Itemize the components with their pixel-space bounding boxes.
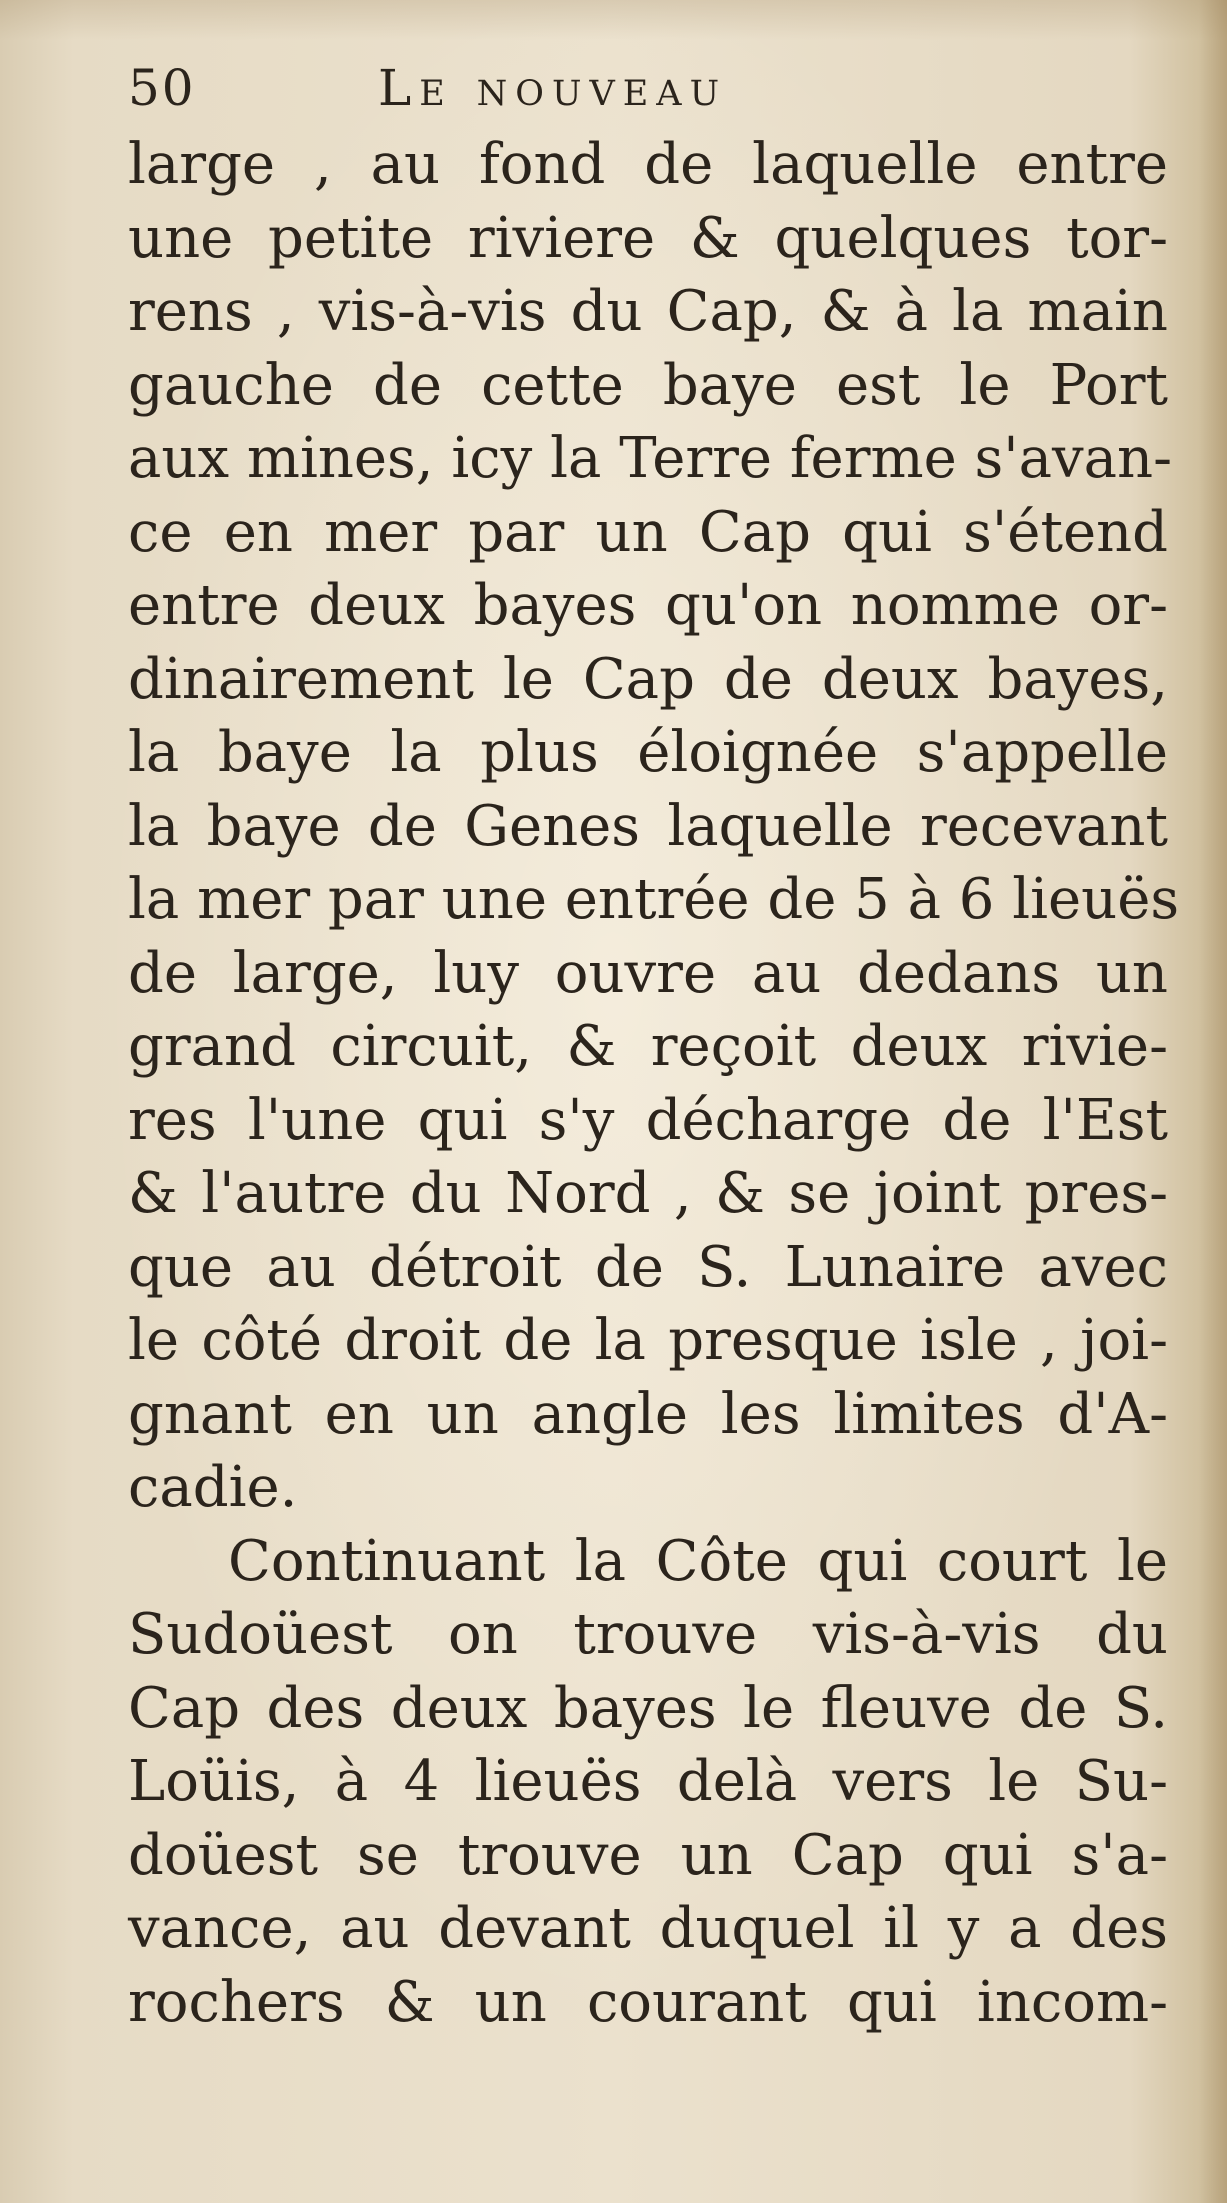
text-line: aux mines, icy la Terre ferme s'avan- [128, 426, 1173, 491]
text-line: dinairement le Cap de deux bayes, [128, 646, 1168, 712]
text-line: que au détroit de S. Lunaire avec [128, 1234, 1168, 1300]
text-line: & l'autre du Nord , & se joint pres- [128, 1161, 1168, 1226]
text-line: Loüis, à 4 lieuës delà vers le Su- [128, 1749, 1168, 1814]
text-line: res l'une qui s'y décharge de l'Est [128, 1087, 1168, 1153]
text-line: doüest se trouve un Cap qui s'a- [128, 1822, 1168, 1888]
text-line: de large, luy ouvre au dedans un [128, 940, 1168, 1006]
text-line: cadie. [128, 1455, 298, 1520]
paragraph-first-line: Continuant la Côte qui court le [228, 1528, 1168, 1594]
text-line: ce en mer par un Cap qui s'étend [128, 499, 1168, 565]
page-edge-shadow [1199, 0, 1227, 2203]
text-line: Cap des deux bayes le fleuve de S. [128, 1675, 1168, 1741]
text-line: grand circuit, & reçoit deux rivie- [128, 1014, 1168, 1079]
text-line: vance, au devant duquel il y a des [128, 1896, 1168, 1961]
text-line: gauche de cette baye est le Port [128, 352, 1168, 418]
text-line: une petite riviere & quelques tor- [128, 205, 1168, 271]
text-line: la mer par une entrée de 5 à 6 lieuës [128, 867, 1180, 932]
text-line: rens , vis-à-vis du Cap, & à la main [128, 279, 1168, 344]
running-title: Le nouveau [378, 59, 728, 117]
page-number: 50 [128, 59, 196, 117]
text-line: le côté droit de la presque isle , joi- [128, 1308, 1168, 1373]
text-line: rochers & un courant qui incom- [128, 1969, 1168, 2035]
text-line: Sudoüest on trouve vis-à-vis du [128, 1602, 1168, 1667]
text-line: gnant en un angle les limites d'A- [128, 1381, 1168, 1447]
body-text [128, 128, 1180, 2039]
text-line: la baye de Genes laquelle recevant [128, 793, 1168, 859]
text-line: entre deux bayes qu'on nomme or- [128, 573, 1168, 638]
page-top-shadow [0, 0, 1227, 40]
text-line: large , au fond de laquelle entre [128, 132, 1168, 197]
text-line: la baye la plus éloignée s'appelle [128, 720, 1168, 785]
